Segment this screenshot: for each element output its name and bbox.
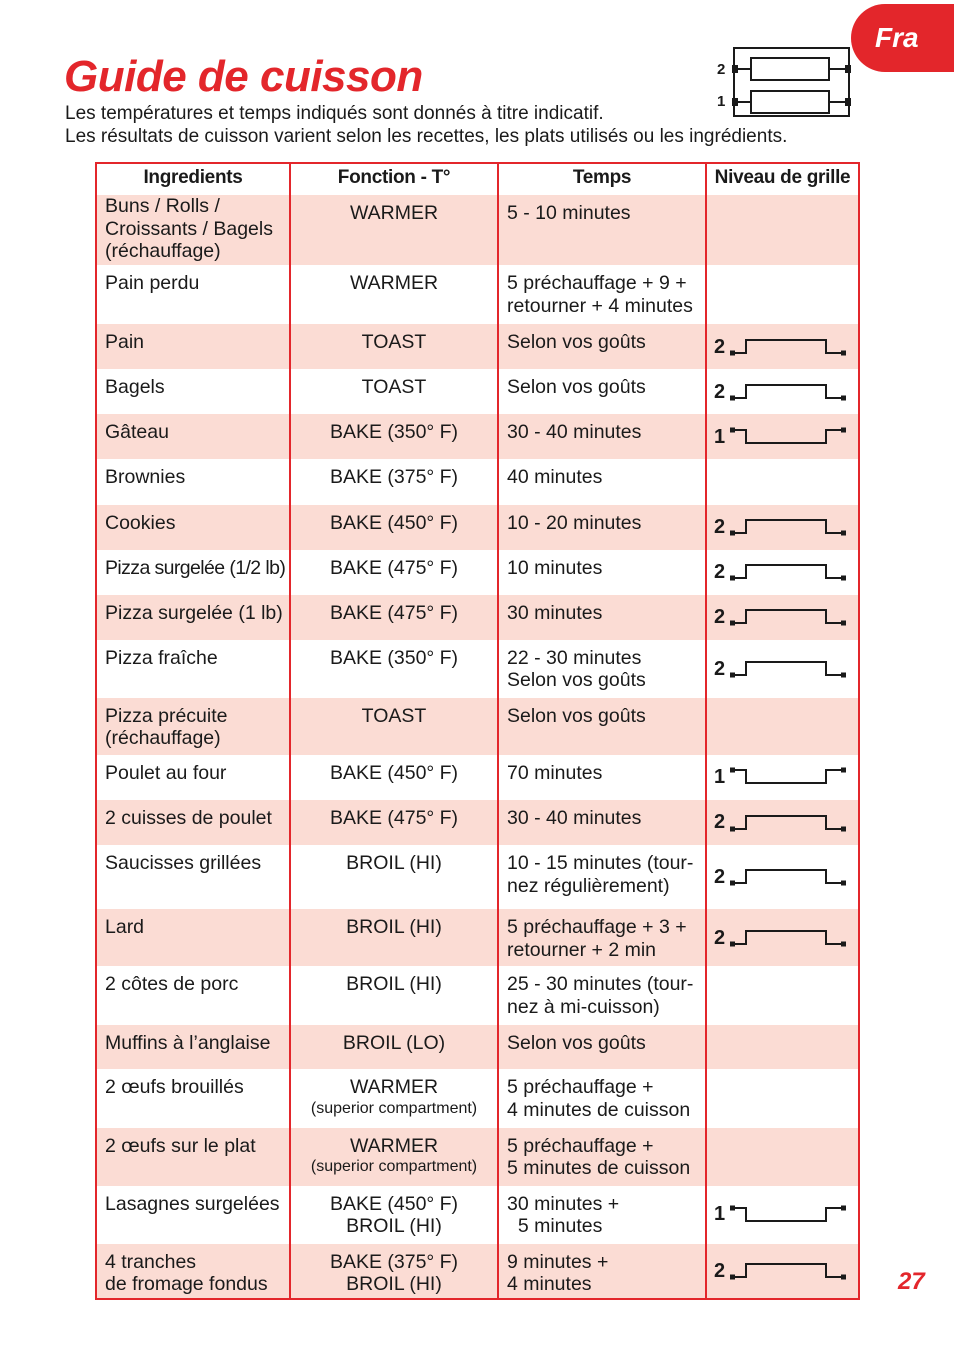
ingredient-line: Pizza surgelée (1/2 lb): [105, 556, 286, 579]
rack-level-indicator: [707, 414, 858, 459]
rack-level-cell: [706, 459, 859, 504]
ingredient-line: Pizza précuite: [105, 704, 228, 727]
rack-upper-icon: [730, 1260, 848, 1282]
ingredient-cell: [96, 195, 290, 265]
ingredient-line: Lasagnes surgelées: [105, 1192, 280, 1215]
time-line: Selon vos goûts: [507, 331, 646, 354]
ingredient-line: 2 côtes de porc: [105, 973, 239, 996]
time-line: Selon vos goûts: [507, 704, 646, 727]
ingredient-line: Brownies: [105, 466, 186, 489]
function-line: BAKE (475° F): [329, 556, 459, 579]
ingredient-cell: [96, 755, 290, 800]
rack-upper-icon: [730, 866, 848, 888]
time-line: 9 minutes +: [507, 1250, 609, 1273]
table-row: [96, 966, 859, 1025]
time-cell: [498, 1128, 706, 1186]
function-cell: [290, 800, 498, 845]
time-cell: [498, 640, 706, 698]
function-line: WARMER: [349, 202, 439, 224]
ingredient-line: Pain: [105, 331, 145, 354]
ingredient-cell: [96, 640, 290, 698]
ingredient-cell: [96, 1025, 290, 1069]
ingredient-line: (réchauffage): [105, 727, 221, 750]
ingredient-cell: [96, 1186, 290, 1244]
function-line: BROIL (HI): [346, 973, 442, 996]
table-row: [96, 505, 859, 550]
function-cell: [290, 324, 498, 369]
function-line: BAKE (475° F): [329, 807, 459, 830]
time-line: nez régulièrement): [507, 874, 670, 897]
rack-level-cell: [706, 1069, 859, 1127]
table-header-row: [96, 163, 859, 195]
ingredient-line: 4 tranches: [105, 1250, 197, 1273]
ingredient-line: de fromage fondus: [105, 1273, 268, 1296]
time-cell: [498, 505, 706, 550]
ingredient-cell: [96, 324, 290, 369]
ingredient-line: 2 œufs sur le plat: [105, 1134, 256, 1157]
rack-position-diagram: [712, 44, 852, 120]
time-line: retourner + 2 min: [507, 938, 657, 961]
rack-upper-icon: [730, 812, 848, 834]
rack-level-number: 2: [714, 926, 726, 949]
rack-level-cell: [706, 909, 859, 966]
time-cell: [498, 265, 706, 324]
rack-level-indicator: [707, 369, 858, 414]
rack-level-cell: [706, 1128, 859, 1186]
ingredient-cell: [96, 1244, 290, 1299]
time-cell: [498, 414, 706, 459]
ingredient-line: Pain perdu: [105, 272, 200, 295]
table-row: [96, 640, 859, 698]
function-line: BAKE (375° F): [329, 1250, 459, 1273]
rack-level-indicator: [707, 755, 858, 800]
function-line: WARMER: [349, 272, 439, 295]
ingredient-line: Bagels: [105, 376, 165, 399]
function-cell: [290, 195, 498, 265]
table-row: [96, 1244, 859, 1299]
rack-level-indicator: [707, 595, 858, 640]
ingredient-cell: [96, 595, 290, 640]
ingredient-cell: [96, 459, 290, 504]
ingredient-line: Croissants / Bagels: [105, 217, 273, 240]
rack-level-cell: [706, 369, 859, 414]
rack-upper-icon: [730, 381, 848, 403]
rack-level-indicator: [707, 845, 858, 909]
ingredient-cell: [96, 1069, 290, 1127]
time-line: 5 minutes de cuisson: [507, 1157, 691, 1180]
ingredient-line: Poulet au four: [105, 761, 227, 784]
rack-level-cell: [706, 195, 859, 265]
time-cell: [498, 1025, 706, 1069]
table-row: [96, 265, 859, 324]
rack-level-indicator: [707, 324, 858, 369]
rack-level-cell: [706, 550, 859, 595]
ingredient-line: Saucisses grillées: [105, 852, 262, 875]
page-title: Guide de cuisson: [64, 52, 423, 101]
function-cell: [290, 369, 498, 414]
function-cell: [290, 1069, 498, 1127]
time-line: 30 - 40 minutes: [507, 807, 642, 830]
table-row: [96, 755, 859, 800]
function-note: (superior compartment): [310, 1158, 478, 1176]
time-cell: [498, 755, 706, 800]
ingredient-line: Lard: [105, 916, 145, 939]
rack-level-cell: [706, 966, 859, 1025]
rack-level-cell: [706, 1244, 859, 1299]
function-cell: [290, 505, 498, 550]
ingredient-line: Pizza surgelée (1 lb): [105, 601, 283, 624]
rack-level-indicator: [707, 505, 858, 550]
function-line: WARMER: [349, 1134, 439, 1157]
table-row: [96, 1069, 859, 1127]
time-line: 70 minutes: [507, 761, 603, 784]
time-cell: [498, 550, 706, 595]
rack-level-cell: [706, 800, 859, 845]
ingredient-cell: [96, 414, 290, 459]
time-line: Selon vos goûts: [507, 1032, 646, 1055]
rack-level-number: 2: [714, 515, 726, 538]
time-line: 30 - 40 minutes: [507, 421, 642, 444]
time-line: 30 minutes: [507, 601, 603, 624]
function-line: BAKE (450° F): [329, 1192, 459, 1215]
time-line: 5 préchauffage +: [507, 1134, 654, 1157]
rack-lower-icon: [730, 426, 848, 448]
function-cell: [290, 966, 498, 1025]
function-line: BROIL (LO): [342, 1032, 446, 1055]
function-cell: [290, 698, 498, 755]
ingredient-line: Pizza fraîche: [105, 646, 218, 669]
rack-level-cell: [706, 414, 859, 459]
language-tab: [851, 4, 954, 72]
rack-level-number: 2: [714, 605, 726, 628]
ingredient-cell: [96, 698, 290, 755]
time-cell: [498, 195, 706, 265]
rack-level-indicator: [707, 909, 858, 966]
time-line: 5 - 10 minutes: [507, 202, 631, 224]
table-row: [96, 909, 859, 966]
time-cell: [498, 698, 706, 755]
cooking-guide-table: [95, 162, 860, 1300]
rack-level-number: 2: [714, 811, 726, 834]
function-note: (superior compartment): [310, 1099, 478, 1117]
time-cell: [498, 595, 706, 640]
time-cell: [498, 800, 706, 845]
rack-level-number: 2: [714, 560, 726, 583]
time-line: 5 préchauffage + 3 +: [507, 916, 687, 939]
function-cell: [290, 640, 498, 698]
function-cell: [290, 1244, 498, 1299]
table-row: [96, 550, 859, 595]
ingredient-line: Gâteau: [105, 421, 169, 444]
time-line: nez à mi-cuisson): [507, 995, 660, 1018]
function-cell: [290, 1128, 498, 1186]
function-line: BAKE (375° F): [329, 466, 459, 489]
rack-upper-icon: [730, 927, 848, 949]
time-line: Selon vos goûts: [507, 669, 646, 692]
rack-level-indicator: [707, 800, 858, 845]
rack-upper-icon: [730, 658, 848, 680]
time-line: 4 minutes: [507, 1273, 592, 1296]
rack-level-cell: [706, 640, 859, 698]
time-line: 40 minutes: [507, 466, 603, 489]
time-line: 4 minutes de cuisson: [507, 1098, 691, 1121]
function-cell: [290, 755, 498, 800]
ingredient-cell: [96, 966, 290, 1025]
table-row: [96, 414, 859, 459]
rack-upper-icon: [730, 336, 848, 358]
time-line: 22 - 30 minutes: [507, 646, 642, 669]
time-cell: [498, 1069, 706, 1127]
rack-level-cell: [706, 755, 859, 800]
function-cell: [290, 459, 498, 504]
function-line: BROIL (HI): [346, 1273, 442, 1296]
ingredient-cell: [96, 1128, 290, 1186]
table-row: [96, 1128, 859, 1186]
function-line: TOAST: [361, 331, 427, 354]
time-cell: [498, 1244, 706, 1299]
rack-level-number: 2: [714, 335, 726, 358]
function-line: WARMER: [349, 1076, 439, 1099]
rack-level-indicator: [707, 1186, 858, 1244]
function-line: BROIL (HI): [346, 1215, 442, 1238]
rack-level-indicator: [707, 550, 858, 595]
time-line: retourner + 4 minutes: [507, 294, 693, 317]
time-cell: [498, 845, 706, 909]
time-cell: [498, 909, 706, 966]
rack-level-indicator: [707, 640, 858, 698]
rack-level-cell: [706, 265, 859, 324]
function-line: TOAST: [361, 704, 427, 727]
ingredient-cell: [96, 845, 290, 909]
ingredient-line: Cookies: [105, 511, 176, 534]
table-row: [96, 1186, 859, 1244]
rack-level-cell: [706, 698, 859, 755]
rack-upper-icon: [730, 561, 848, 583]
function-cell: [290, 414, 498, 459]
ingredient-cell: [96, 550, 290, 595]
function-cell: [290, 595, 498, 640]
function-cell: [290, 550, 498, 595]
function-line: TOAST: [361, 376, 427, 399]
header-rack-level: Niveau de grille: [706, 163, 859, 195]
table-row: [96, 369, 859, 414]
rack-level-number: 1: [714, 425, 726, 448]
time-cell: [498, 369, 706, 414]
ingredient-line: Buns / Rolls /: [105, 195, 220, 217]
function-line: BROIL (HI): [346, 852, 442, 875]
function-cell: [290, 909, 498, 966]
time-cell: [498, 1186, 706, 1244]
rack-level-number: 1: [714, 766, 726, 789]
rack-upper-icon: [730, 516, 848, 538]
function-cell: [290, 1025, 498, 1069]
time-line: 10 - 20 minutes: [507, 511, 642, 534]
intro-line-1: Les températures et temps indiqués sont donnés à titre indicatif.: [65, 103, 604, 124]
table-row: [96, 845, 859, 909]
time-line: Selon vos goûts: [507, 376, 646, 399]
table-row: [96, 595, 859, 640]
time-line: 5 préchauffage +: [507, 1076, 654, 1099]
function-line: BAKE (475° F): [329, 601, 459, 624]
table-row: [96, 800, 859, 845]
ingredient-cell: [96, 909, 290, 966]
rack-level-cell: [706, 505, 859, 550]
rack-level-number: 1: [714, 1203, 726, 1226]
rack-level-cell: [706, 324, 859, 369]
rack-level-cell: [706, 1186, 859, 1244]
table-row: [96, 195, 859, 265]
ingredient-line: 2 œufs brouillés: [105, 1076, 244, 1099]
time-line: 5 préchauffage + 9 +: [507, 272, 687, 295]
ingredient-line: Muffins à l’anglaise: [105, 1032, 271, 1055]
function-cell: [290, 845, 498, 909]
rack-level-number: 2: [714, 865, 726, 888]
page-number: 27: [898, 1268, 925, 1295]
ingredient-cell: [96, 369, 290, 414]
table-row: [96, 1025, 859, 1069]
ingredient-cell: [96, 800, 290, 845]
function-line: BAKE (350° F): [329, 646, 459, 669]
function-cell: [290, 265, 498, 324]
time-line: 10 - 15 minutes (tour-: [507, 852, 694, 875]
ingredient-cell: [96, 265, 290, 324]
rack-lower-icon: [730, 766, 848, 788]
ingredient-line: (réchauffage): [105, 240, 221, 262]
table-body: [96, 195, 859, 1299]
ingredient-line: 2 cuisses de poulet: [105, 807, 272, 830]
function-line: BAKE (450° F): [329, 761, 459, 784]
language-label: Fra: [875, 22, 919, 53]
rack-level-number: 2: [714, 1259, 726, 1282]
table-row: [96, 324, 859, 369]
table-row: [96, 698, 859, 755]
function-cell: [290, 1186, 498, 1244]
table-row: [96, 459, 859, 504]
function-line: BROIL (HI): [346, 916, 442, 939]
header-ingredients: Ingredients: [96, 163, 290, 195]
rack-level-cell: [706, 845, 859, 909]
intro-line-2: Les résultats de cuisson varient selon les recettes, les plats utilisés ou les ingrédients.: [65, 125, 788, 147]
rack-diagram-label-2: 2: [717, 61, 726, 78]
rack-level-number: 2: [714, 657, 726, 680]
time-line: 30 minutes +: [507, 1192, 620, 1215]
rack-level-indicator: [707, 1244, 858, 1298]
function-line: BAKE (450° F): [329, 511, 459, 534]
time-line: 5 minutes: [507, 1215, 603, 1238]
time-cell: [498, 459, 706, 504]
header-function: Fonction - T°: [290, 163, 498, 195]
rack-level-number: 2: [714, 380, 726, 403]
ingredient-cell: [96, 505, 290, 550]
rack-lower-icon: [730, 1204, 848, 1226]
rack-level-cell: [706, 1025, 859, 1069]
function-line: BAKE (350° F): [329, 421, 459, 444]
time-line: 25 - 30 minutes (tour-: [507, 973, 694, 996]
rack-level-cell: [706, 595, 859, 640]
header-time: Temps: [498, 163, 706, 195]
time-cell: [498, 966, 706, 1025]
time-cell: [498, 324, 706, 369]
rack-diagram-label-1: 1: [717, 93, 726, 110]
time-line: 10 minutes: [507, 556, 603, 579]
rack-upper-icon: [730, 606, 848, 628]
